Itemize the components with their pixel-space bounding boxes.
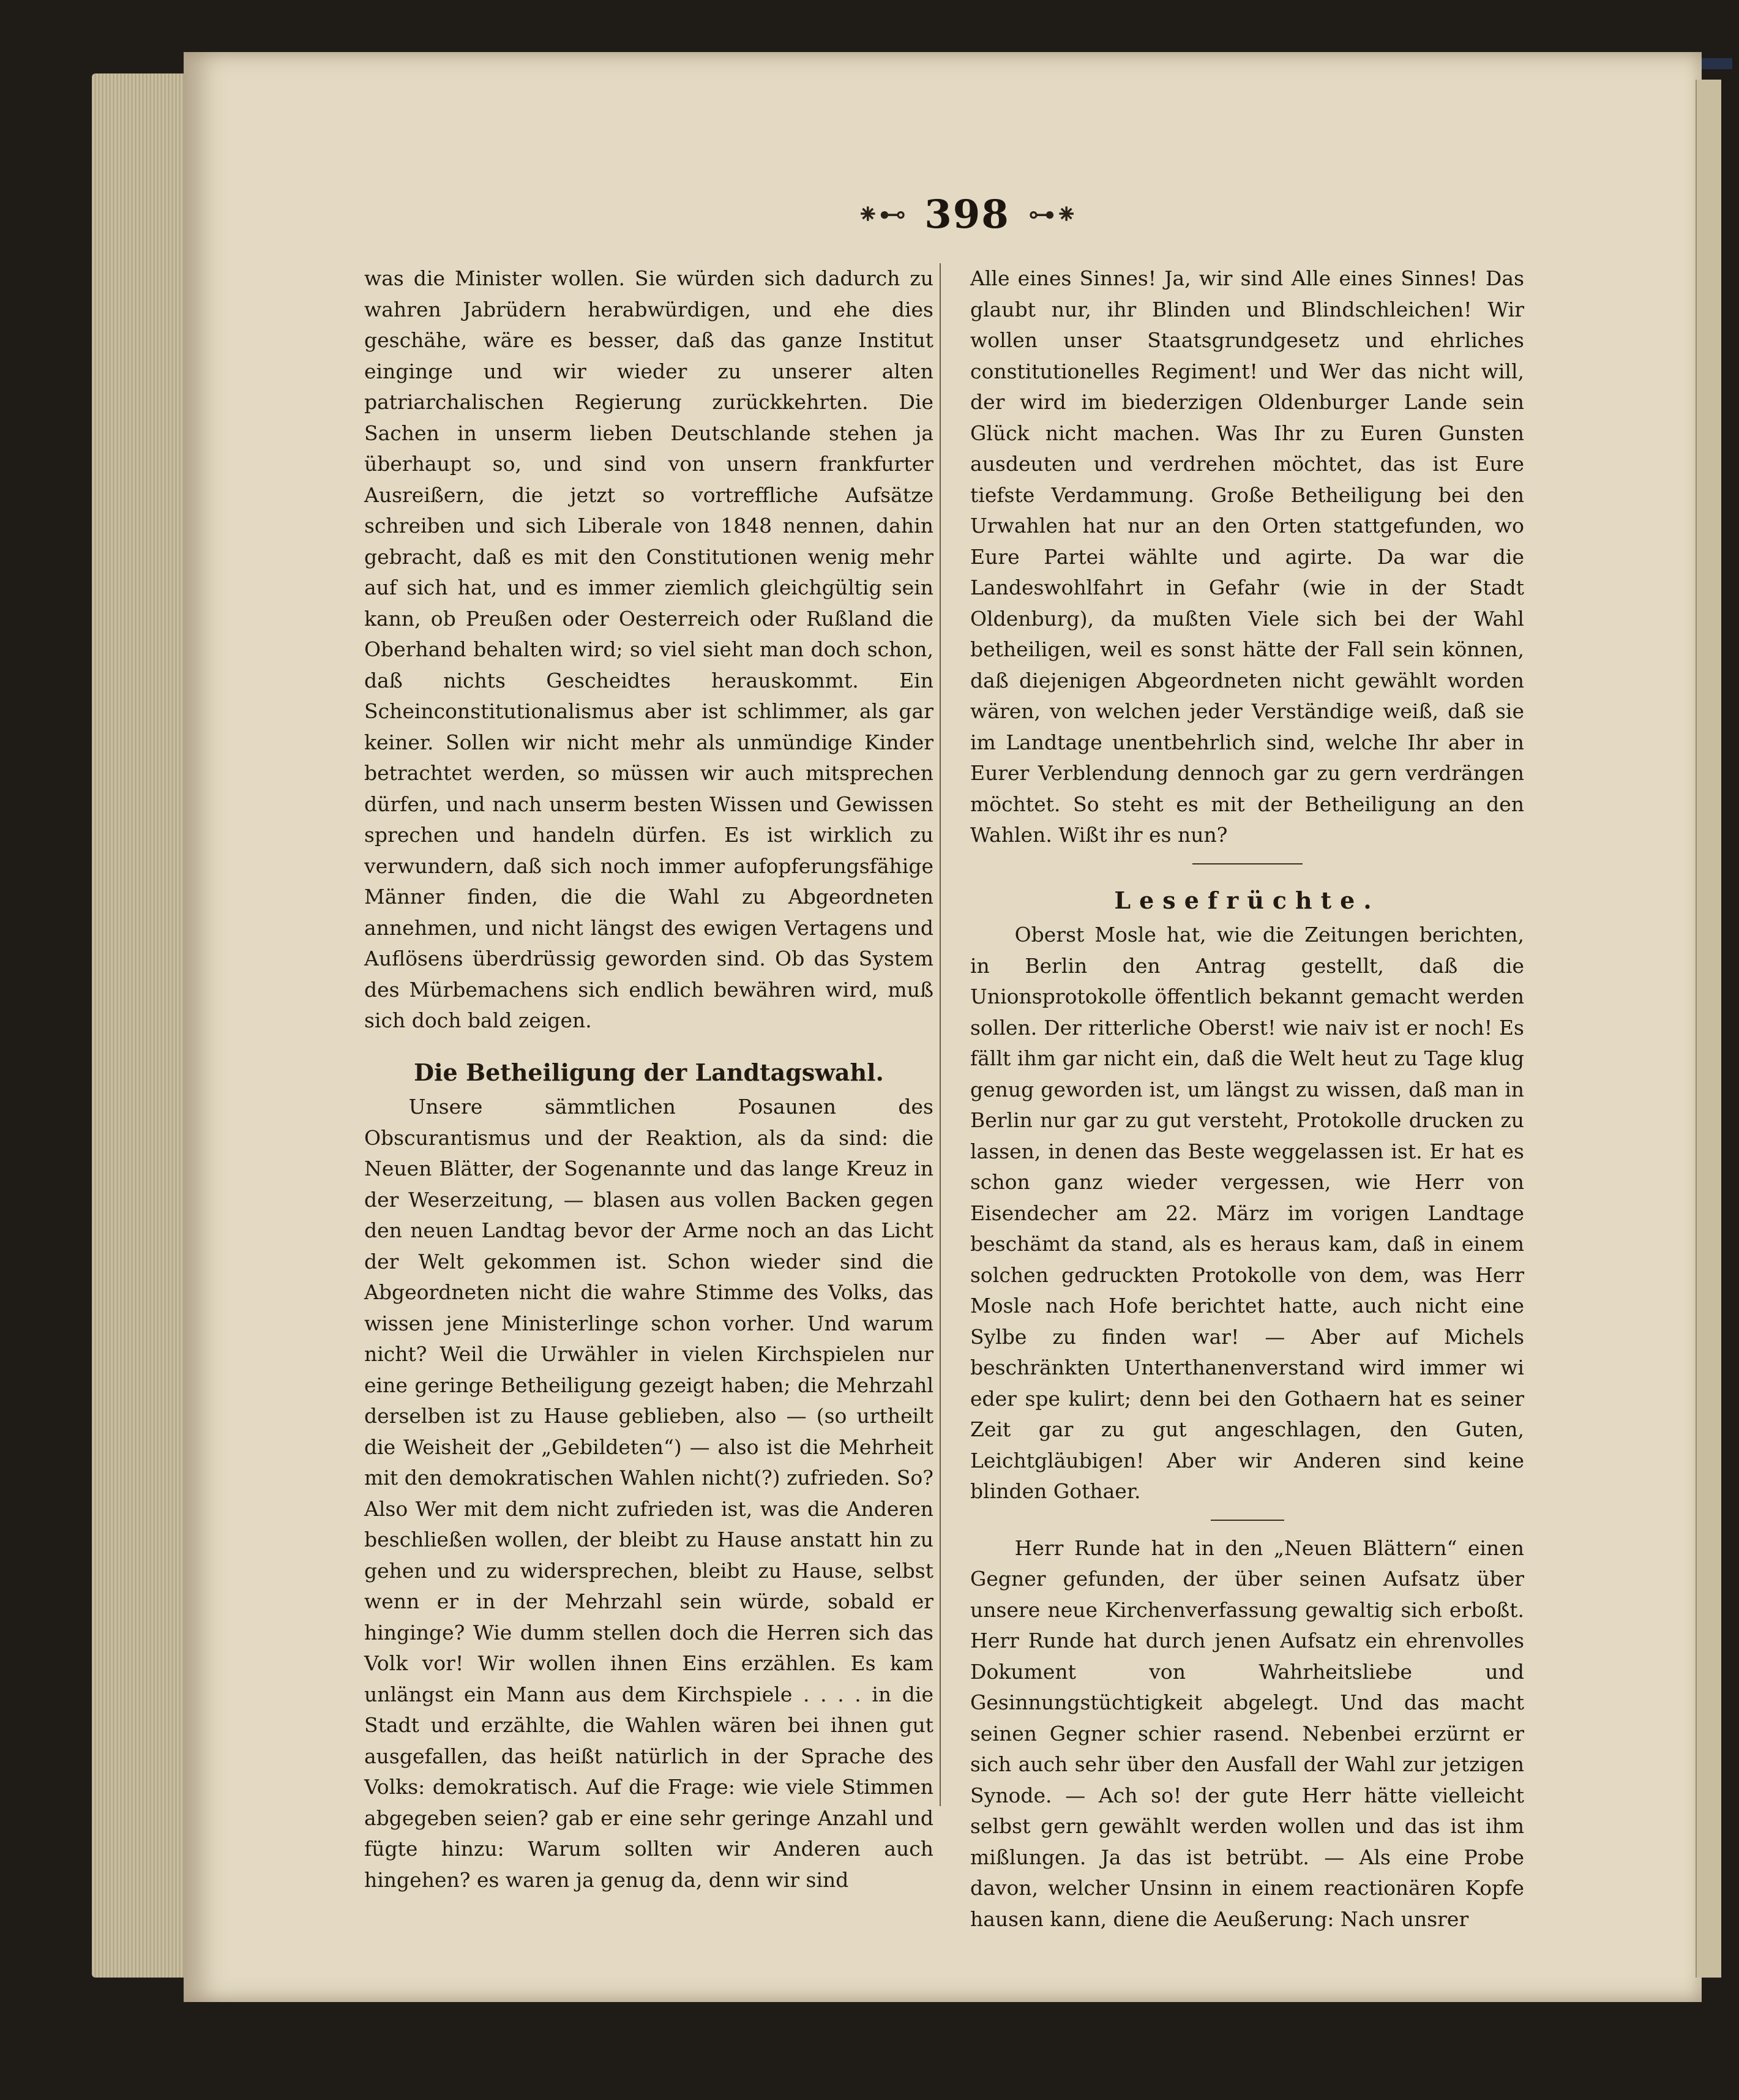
column-divider	[940, 263, 941, 1806]
book-page-edges	[92, 73, 190, 1978]
section-rule-2	[1211, 1520, 1284, 1521]
ornament-right-icon: ⊶⁕	[1028, 198, 1078, 230]
article-heading-lesefruechte: Lesefrüchte.	[1114, 886, 1380, 914]
page-header	[796, 190, 1139, 239]
article-heading-landtagswahl: Die Betheiligung der Landtagswahl.	[414, 1058, 884, 1086]
right-column	[970, 263, 1524, 1935]
runde-paragraph: Herr Runde hat in den „Neuen Blättern“ einen Gegner gefunden, der über seinen Aufsatz über unsere neue Kirchenverfassung gewaltig sich erboßt. Herr Runde hat durch jenen Aufsatz ein ehrenvolles Dokument von Wahrheitsliebe und Gesinnungstüchtigkeit abgelegt. Und das macht seinen Gegner schier rasend. Nebenbei erzürnt er sich auch sehr über den Ausfall der Wahl zur jetzigen Synode. — Ach so! der gute Herr hätte vielleicht selbst gern gewählt werden wollen und das ist ihm mißlungen. Ja das ist betrübt. — Als eine Probe davon, welcher Unsinn in einem reactionären Kopfe hausen kann, diene die Aeußerung: Nach unsrer	[970, 1536, 1524, 1931]
left-intro-paragraph: was die Minister wollen. Sie würden sich dadurch zu wahren Jabrüdern herabwürdigen, und ehe dies geschähe, wäre es besser, daß das ganze Institut einginge und wir wieder zu unserer alten patriarchalischen Regierung zurückkehrten. Die Sachen in unserm lieben Deutschlande stehen ja überhaupt so, und sind von unsern frankfurter Ausreißern, die jetzt so vortreffliche Aufsätze schreiben und sich Liberale von 1848 nennen, dahin gebracht, daß es mit den Constitutionen wenig mehr auf sich hat, und es immer ziemlich gleichgültig sein kann, ob Preußen oder Oesterreich oder Rußland die Oberhand behalten wird; so viel sieht man doch schon, daß nichts Gescheidtes herauskommt. Ein Scheinconstitutionalismus aber ist schlimmer, als gar keiner. Sollen wir nicht mehr als unmündige Kinder betrachtet werden, so müssen wir auch mitsprechen dürfen, und nach unserm besten Wissen und Gewissen sprechen und handeln dürfen. Es ist wirklich zu verwundern, daß sich noch immer aufopferungsfähige Männer finden, die die Wahl zu Abgeordneten annehmen, und nicht längst des ewigen Vertagens und Auflösens überdrüssig geworden sind. Ob das System des Mürbemachens sich endlich bewähren wird, muß sich doch bald zeigen.	[364, 266, 933, 1032]
ornament-left-icon: ⁕⊷	[856, 198, 907, 230]
lesefruechte-paragraph: Oberst Mosle hat, wie die Zeitungen berichten, in Berlin den Antrag gestellt, daß die Unionsprotokolle öffentlich bekannt gemacht werden sollen. Der ritterliche Oberst! wie naiv ist er noch! Es fällt ihm gar nicht ein, daß die Welt heut zu Tage klug genug geworden ist, um längst zu wissen, daß man in Berlin nur gar zu gut versteht, Protokolle drucken zu lassen, in denen das Beste weggelassen ist. Er hat es schon ganz wieder vergessen, wie Herr von Eisendecher am 22. März im vorigen Landtage beschämt da stand, als es heraus kam, daß in einem solchen gedruckten Protokolle von dem, was Herr Mosle nach Hofe berichtet hatte, auch nicht eine Sylbe zu finden war! — Aber auf Michels beschränkten Unterthanenverstand wird immer wi eder spe kulirt; denn bei den Gothaern hat es seiner Zeit gar zu gut angeschlagen, den Guten, Leichtgläubigen! Aber wir Anderen sind keine blinden Gothaer.	[970, 923, 1524, 1503]
next-page-edge	[1696, 80, 1721, 1978]
left-column	[364, 263, 933, 1896]
section-rule	[1192, 863, 1303, 864]
landtagswahl-body-paragraph: Unsere sämmtlichen Posaunen des Obscurantismus und der Reaktion, als da sind: die Neuen Blätter, der Sogenannte und das lange Kreuz in der Weserzeitung, — blasen aus vollen Backen gegen den neuen Landtag bevor der Arme noch an das Licht der Welt gekommen ist. Schon wieder sind die Abgeordneten nicht die wahre Stimme des Volks, das wissen jene Ministerlinge schon vorher. Und warum nicht? Weil die Urwähler in vielen Kirchspielen nur eine geringe Betheiligung gezeigt haben; die Mehrzahl derselben ist zu Hause geblieben, also — (so urtheilt die Weisheit der „Gebildeten“) — also ist die Mehrheit mit den demokratischen Wahlen nicht(?) zufrieden. So? Also Wer mit dem nicht zufrieden ist, was die Anderen beschließen wollen, der bleibt zu Hause anstatt hin zu gehen und zu widersprechen, bleibt zu Hause, selbst wenn er in der Mehrzahl sein würde, sobald er hinginge? Wie dumm stellen doch die Herren sich das Volk vor! Wir wollen ihnen Eins erzählen. Es kam unlängst ein Mann aus dem Kirchspiele . . . . in die Stadt und erzählte, die Wahlen wären bei ihnen gut ausgefallen, das heißt natürlich in der Sprache des Volks: demokratisch. Auf die Frage: wie viele Stimmen abgegeben seien? gab er eine sehr geringe Anzahl und fügte hinzu: Warum sollten wir Anderen auch hingehen? es waren ja genug da, denn wir sind	[364, 1095, 933, 1892]
page-number: 398	[924, 191, 1010, 238]
right-intro-paragraph: Alle eines Sinnes! Ja, wir sind Alle eines Sinnes! Das glaubt nur, ihr Blinden und Blindschleichen! Wir wollen unser Staatsgrundgesetz und ehrliches constitutionelles Regiment! und Wer das nicht will, der wird im biederzigen Oldenburger Lande sein Glück nicht machen. Was Ihr zu Euren Gunsten ausdeuten und verdrehen möchtet, das ist Eure tiefste Verdammung. Große Betheiligung bei den Urwahlen hat nur an den Orten stattgefunden, wo Eure Partei wählte und agirte. Da war die Landeswohlfahrt in Gefahr (wie in der Stadt Oldenburg), da mußten Viele sich bei der Wahl betheiligen, weil es sonst hätte der Fall sein können, daß diejenigen Abgeordneten nicht gewählt worden wären, von welchen jeder Verständige weiß, daß sie im Landtage unentbehrlich sind, welche Ihr aber in Eurer Verblendung dennoch gar zu gern verdrängen möchtet. So steht es mit der Betheiligung an den Wahlen. Wißt ihr es nun?	[970, 266, 1524, 847]
